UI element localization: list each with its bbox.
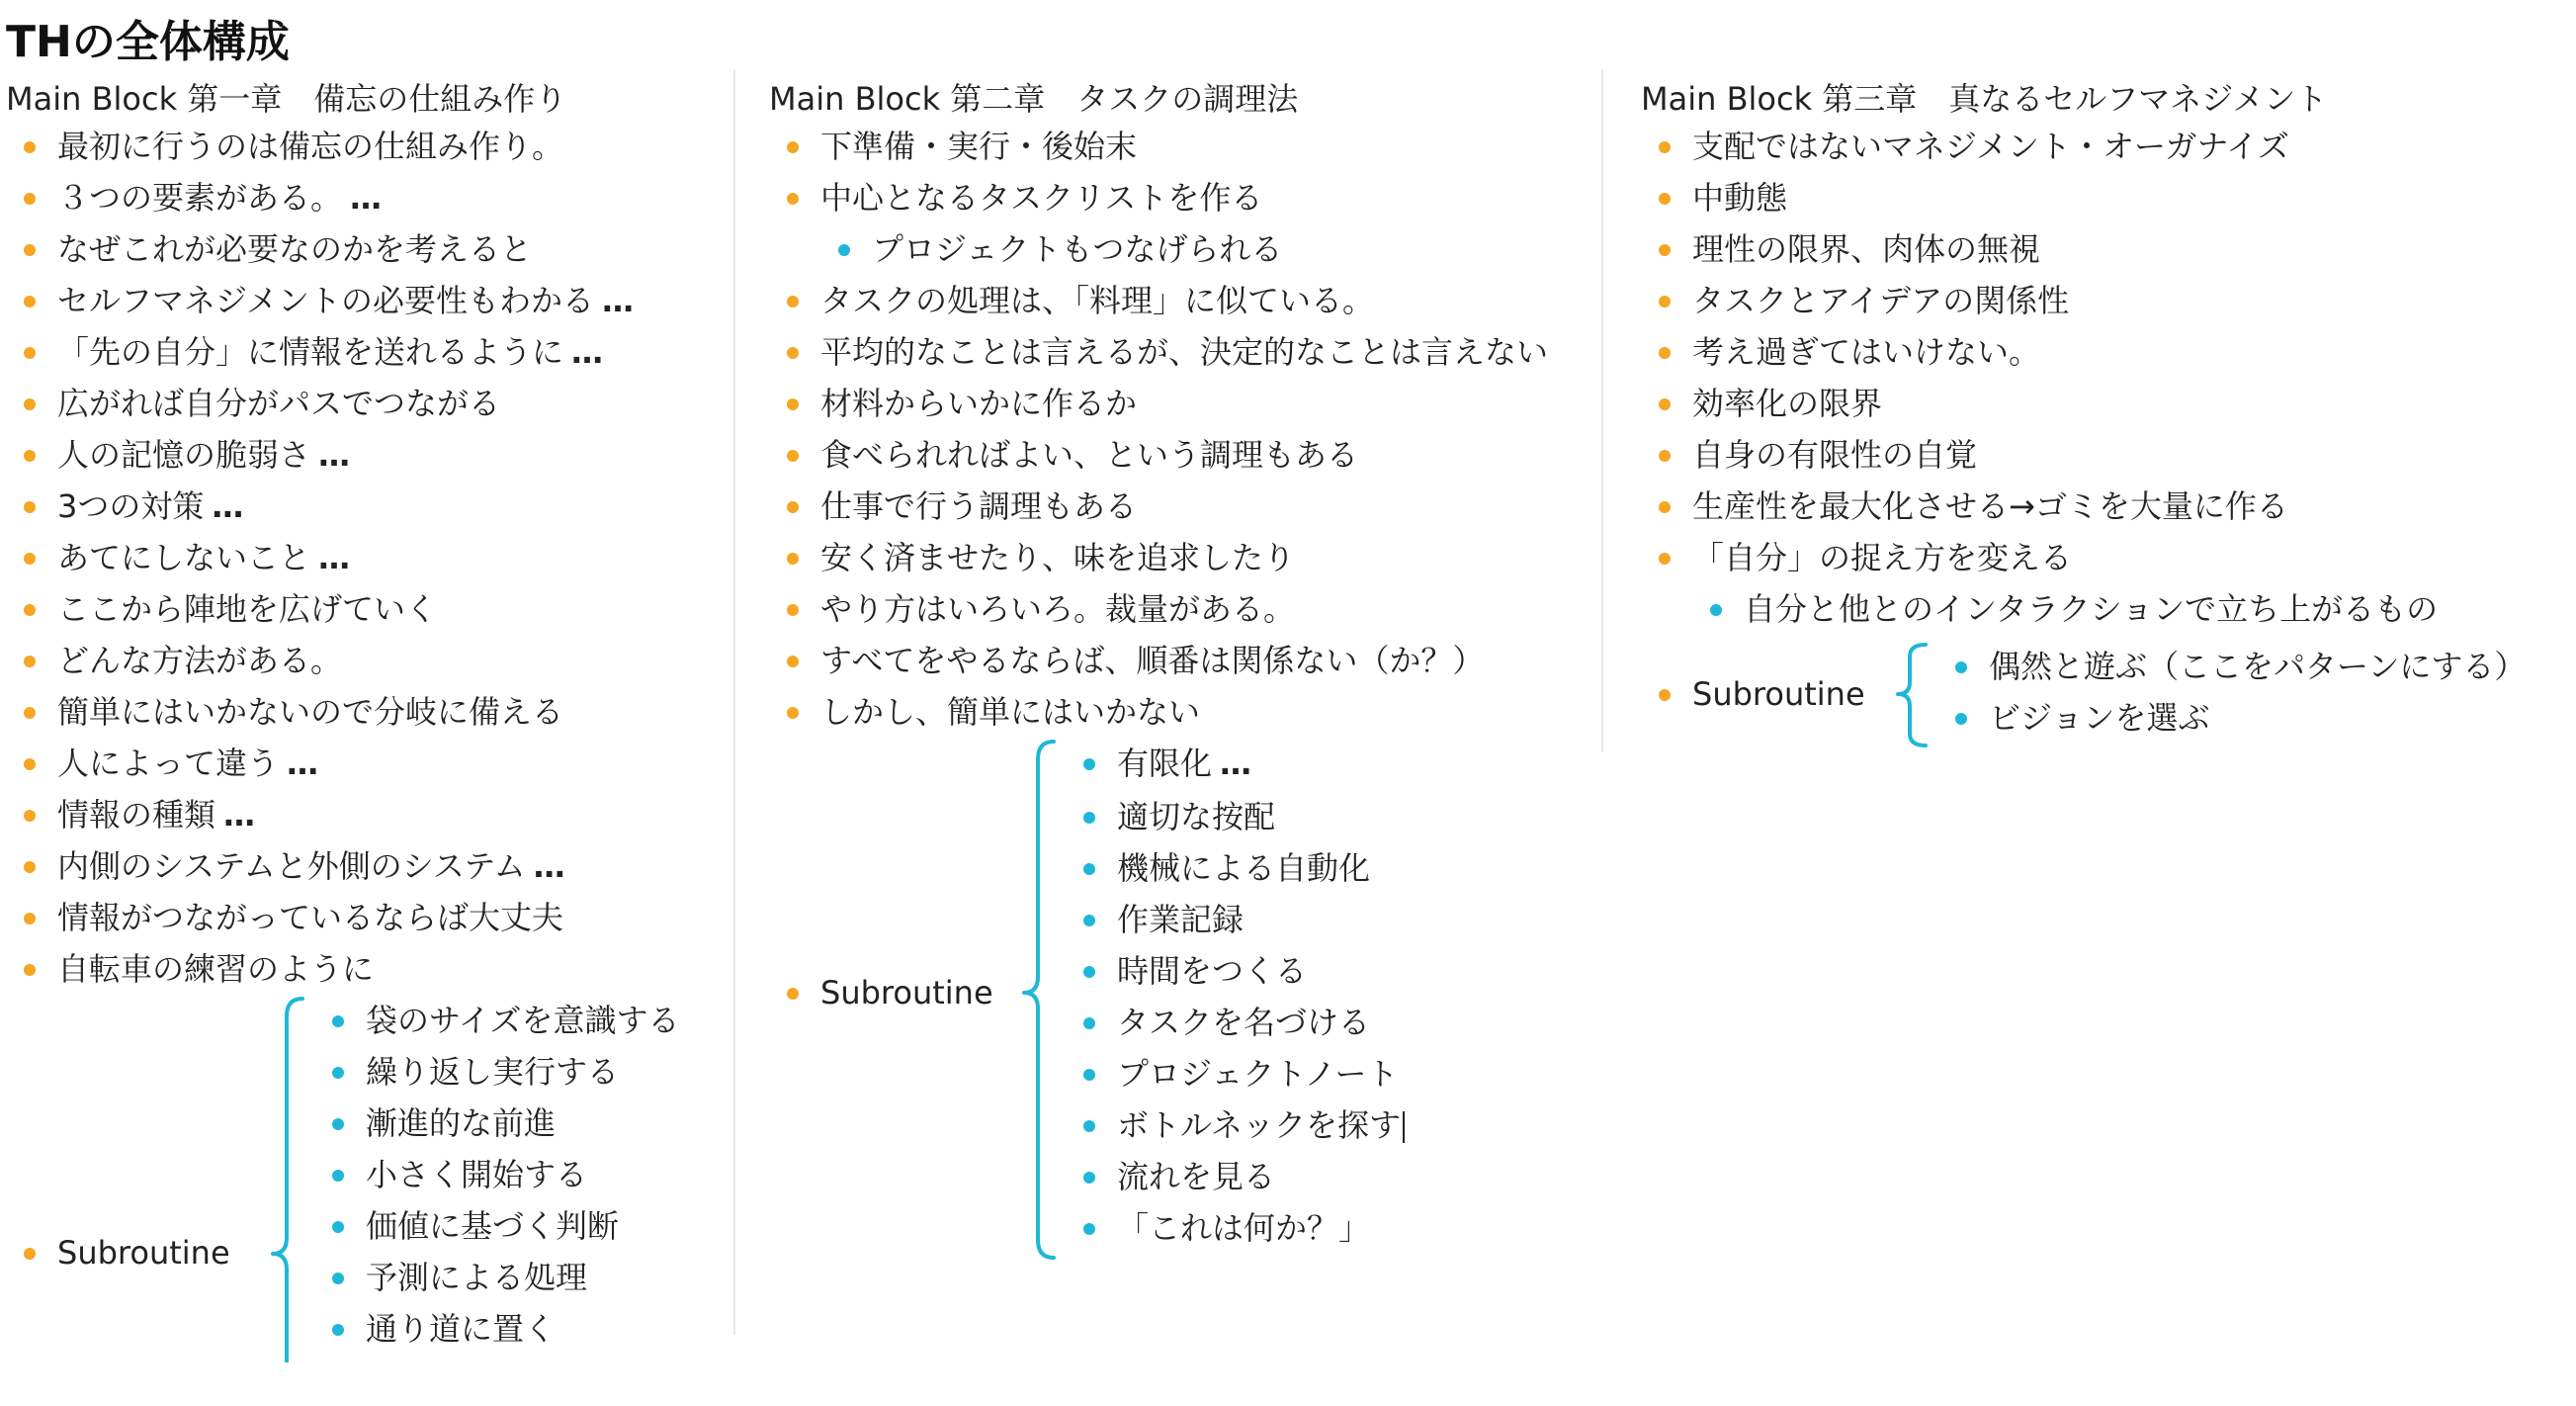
list-item[interactable]: ３つの要素がある。 … — [6, 172, 566, 223]
bullet-icon — [838, 244, 850, 256]
bullet-icon — [24, 913, 36, 924]
collapsed-more-icon[interactable]: … — [602, 282, 636, 319]
bullet-icon — [24, 347, 36, 359]
bullet-icon — [1083, 863, 1095, 875]
list-item-nested[interactable]: プロジェクトもつなげられる — [769, 223, 1298, 275]
list-item[interactable]: タスクとアイデアの関係性 — [1641, 275, 2327, 326]
list-item[interactable]: 情報の種類 … — [6, 789, 566, 840]
list-item[interactable]: 支配ではないマネジメント・オーガナイズ — [1641, 121, 2327, 172]
subroutine-node[interactable]: Subroutine — [6, 1227, 233, 1278]
list-item-nested[interactable]: 自分と他とのインタラクションで立ち上がるもの — [1641, 583, 2327, 635]
bullet-icon — [1659, 501, 1671, 513]
bullet-icon — [787, 141, 799, 153]
list-item[interactable]: 食べられればよい、という調理もある — [769, 429, 1298, 481]
collapsed-more-icon[interactable]: … — [223, 796, 257, 834]
bullet-icon — [787, 707, 799, 719]
subroutine-group: Subroutine 有限化 … 適切な按配 機械による自動化 作業記録 時間をつくる タスクを名づける プロジェクトノート ボトルネックを探す 流れを見る 「これは何か？」 — [769, 738, 1298, 1262]
chapter-1-heading[interactable]: Main Block 第一章 備忘の仕組み作り — [6, 80, 567, 118]
bullet-icon — [787, 450, 799, 462]
bullet-icon — [1659, 296, 1671, 308]
bullet-icon — [24, 707, 36, 719]
list-item[interactable]: 中心となるタスクリストを作る — [769, 172, 1298, 223]
bullet-icon — [1083, 1172, 1095, 1184]
bullet-icon — [787, 604, 799, 616]
bullet-icon — [1083, 758, 1095, 770]
bullet-icon — [1083, 1223, 1095, 1235]
subroutine-group: Subroutine 偶然と遊ぶ（ここをパターンにする） ビジョンを選ぶ — [1641, 641, 2327, 749]
bullet-icon — [787, 347, 799, 359]
bullet-icon — [332, 1015, 344, 1027]
list-item[interactable]: 簡単にはいかないので分岐に備える — [6, 686, 566, 738]
bullet-icon — [24, 656, 36, 667]
bullet-icon — [332, 1324, 344, 1336]
list-item[interactable]: セルフマネジメントの必要性もわかる … — [6, 275, 566, 326]
text-cursor — [1403, 1111, 1405, 1143]
list-item[interactable]: 仕事で行う調理もある — [769, 481, 1298, 532]
column-divider-2 — [1601, 69, 1603, 751]
subroutine-node[interactable]: Subroutine — [769, 967, 996, 1018]
list-item[interactable]: やり方はいろいろ。裁量がある。 — [769, 583, 1298, 635]
collapsed-more-icon[interactable]: … — [533, 847, 566, 885]
bullet-icon — [787, 988, 799, 1000]
bullet-icon — [332, 1067, 344, 1079]
brace-icon — [267, 995, 306, 1362]
bullet-icon — [24, 758, 36, 770]
bullet-icon — [24, 450, 36, 462]
list-item[interactable]: 考え過ぎてはいけない。 — [1641, 326, 2327, 378]
bullet-icon — [787, 656, 799, 667]
chapter-2-heading[interactable]: Main Block 第二章 タスクの調理法 — [769, 80, 1299, 118]
bullet-icon — [1659, 193, 1671, 205]
bullet-icon — [1659, 398, 1671, 410]
bullet-icon — [24, 810, 36, 822]
bullet-icon — [1083, 915, 1095, 926]
bullet-icon — [24, 604, 36, 616]
bullet-icon — [787, 501, 799, 513]
brace-icon — [1018, 738, 1058, 1262]
bullet-icon — [1955, 661, 1967, 673]
bullet-icon — [1659, 689, 1671, 701]
bullet-icon — [24, 1248, 36, 1260]
collapsed-more-icon[interactable]: … — [1220, 745, 1253, 782]
list-item[interactable]: 効率化の限界 — [1641, 378, 2327, 429]
column-divider-1 — [733, 69, 735, 1335]
list-item[interactable]: 3つの対策 … — [6, 481, 566, 532]
bullet-icon — [1083, 1069, 1095, 1081]
column-chapter-1 — [6, 77, 680, 1362]
list-item[interactable]: どんな方法がある。 — [6, 635, 566, 686]
bullet-icon — [24, 141, 36, 153]
subroutine-group: Subroutine 袋のサイズを意識する 繰り返し実行する 漸進的な前進 小さく開始する 価値に基づく判断 予測による処理 通り道に置く — [6, 995, 566, 1362]
list-item[interactable]: 「先の自分」に情報を送れるように … — [6, 326, 566, 378]
list-item[interactable]: なぜこれが必要なのかを考えると — [6, 223, 566, 275]
bullet-icon — [1083, 1120, 1095, 1132]
bullet-icon — [24, 964, 36, 976]
list-item[interactable]: 自転車の練習のように — [6, 943, 566, 995]
bullet-icon — [332, 1221, 344, 1233]
bullet-icon — [24, 398, 36, 410]
column-chapter-3 — [1641, 77, 2527, 749]
bullet-icon — [24, 296, 36, 308]
bullet-icon — [332, 1170, 344, 1182]
chapter-3-heading[interactable]: Main Block 第三章 真なるセルフマネジメント — [1641, 80, 2328, 118]
list-item[interactable]: タスクの処理は、「料理」に似ている。 — [769, 275, 1298, 326]
list-item[interactable]: 内側のシステムと外側のシステム … — [6, 840, 566, 892]
collapsed-more-icon[interactable]: … — [571, 333, 605, 371]
bullet-icon — [1955, 713, 1967, 725]
bullet-icon — [24, 244, 36, 256]
page-title: THの全体構成 — [6, 17, 290, 67]
list-item[interactable]: 中動態 — [1641, 172, 2327, 223]
collapsed-more-icon[interactable]: … — [318, 539, 352, 576]
collapsed-more-icon[interactable]: … — [287, 745, 320, 782]
list-item[interactable]: ここから陣地を広げていく — [6, 583, 566, 635]
bullet-icon — [24, 501, 36, 513]
bullet-icon — [24, 193, 36, 205]
collapsed-more-icon[interactable]: … — [318, 436, 352, 474]
column-chapter-2 — [769, 77, 1549, 1262]
list-item[interactable]: すべてをやるならば、順番は関係ない（か？） — [769, 635, 1298, 686]
bullet-icon — [787, 398, 799, 410]
list-item[interactable]: 生産性を最大化させる→ゴミを大量に作る — [1641, 481, 2327, 532]
list-item[interactable]: あてにしないこと … — [6, 532, 566, 583]
bullet-icon — [787, 296, 799, 308]
brace-icon — [1890, 641, 1930, 749]
bullet-icon — [1083, 966, 1095, 978]
list-item[interactable]: 安く済ませたり、味を追求したり — [769, 532, 1298, 583]
list-item[interactable]: 平均的なことは言えるが、決定的なことは言えない — [769, 326, 1298, 378]
list-item[interactable]: しかし、簡単にはいかない — [769, 686, 1298, 738]
list-item[interactable]: 材料からいかに作るか — [769, 378, 1298, 429]
collapsed-more-icon[interactable]: … — [212, 487, 245, 525]
list-item[interactable]: 情報がつながっているならば大丈夫 — [6, 892, 566, 943]
bullet-icon — [1659, 244, 1671, 256]
list-item[interactable]: 「自分」の捉え方を変える — [1641, 532, 2327, 583]
list-item[interactable]: 人によって違う … — [6, 738, 566, 789]
list-item[interactable]: 最初に行うのは備忘の仕組み作り。 — [6, 121, 566, 172]
bullet-icon — [1659, 347, 1671, 359]
collapsed-more-icon[interactable]: … — [350, 179, 384, 217]
bullet-icon — [332, 1273, 344, 1284]
list-item[interactable]: 人の記憶の脆弱さ … — [6, 429, 566, 481]
bullet-icon — [332, 1118, 344, 1130]
subroutine-node[interactable]: Subroutine — [1641, 668, 1868, 720]
bullet-icon — [1659, 141, 1671, 153]
bullet-icon — [1659, 553, 1671, 565]
bullet-icon — [24, 553, 36, 565]
bullet-icon — [1710, 604, 1722, 616]
list-item[interactable]: 下準備・実行・後始末 — [769, 121, 1298, 172]
bullet-icon — [1083, 812, 1095, 824]
list-item[interactable]: 自身の有限性の自覚 — [1641, 429, 2327, 481]
bullet-icon — [24, 861, 36, 873]
list-item[interactable]: 広がれば自分がパスでつながる — [6, 378, 566, 429]
bullet-icon — [787, 553, 799, 565]
list-item[interactable]: 理性の限界、肉体の無視 — [1641, 223, 2327, 275]
bullet-icon — [1083, 1017, 1095, 1029]
bullet-icon — [1659, 450, 1671, 462]
bullet-icon — [787, 193, 799, 205]
